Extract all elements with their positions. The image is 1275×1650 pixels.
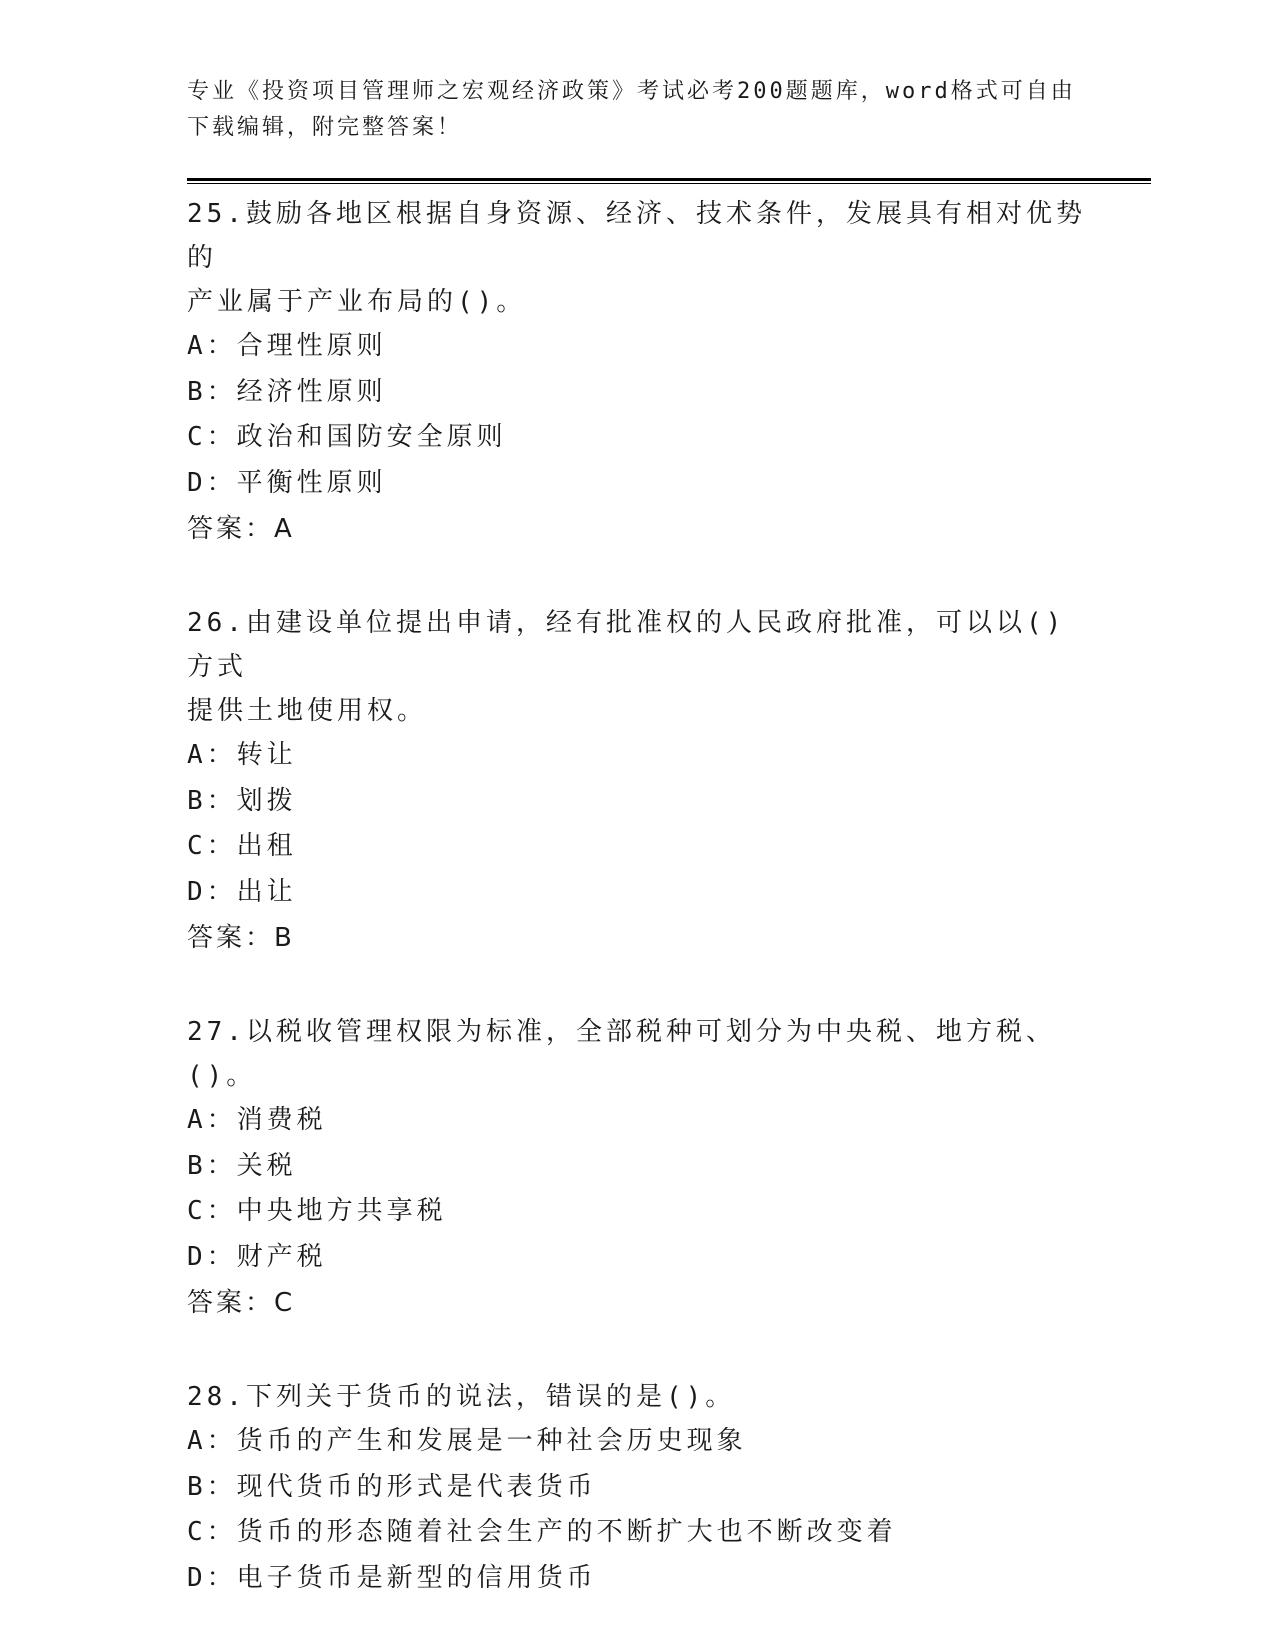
question-line: 产业属于产业布局的()。 (187, 287, 527, 317)
option-d: D：财产税 (187, 1241, 327, 1272)
option-a: A：货币的产生和发展是一种社会历史现象 (187, 1426, 747, 1456)
question-text (187, 1010, 1087, 1098)
question-text (187, 601, 1087, 733)
answer: 答案：A (187, 514, 295, 544)
question-text (187, 192, 1087, 324)
answer: 答案：B (187, 923, 295, 953)
option-d: D：平衡性原则 (187, 467, 387, 498)
question-line: 27.以税收管理权限为标准，全部税种可划分为中央税、地方税、()。 (187, 1017, 1056, 1091)
option-c: C：中央地方共享税 (187, 1196, 447, 1226)
question-list (187, 186, 1087, 1650)
question-line: 提供土地使用权。 (187, 696, 428, 726)
option-b: B：划拨 (187, 785, 297, 816)
document-header (187, 74, 1087, 146)
option-c: C：货币的形态随着社会生产的不断扩大也不断改变着 (187, 1517, 897, 1547)
option-c: C：政治和国防安全原则 (187, 422, 507, 452)
question-26 (187, 601, 1087, 961)
question-27 (187, 1010, 1087, 1326)
header-line-2: 下载编辑，附完整答案！ (187, 115, 463, 140)
option-c: C：出租 (187, 831, 297, 861)
question-line: 26.由建设单位提出申请，经有批准权的人民政府批准，可以以()方式 (187, 608, 1066, 682)
question-28 (187, 1375, 1087, 1601)
answer: 答案：C (187, 1288, 296, 1318)
option-d: D：出让 (187, 876, 297, 907)
question-line: 28.下列关于货币的说法，错误的是()。 (187, 1382, 736, 1412)
question-line: 25.鼓励各地区根据自身资源、经济、技术条件，发展具有相对优势的 (187, 199, 1086, 273)
option-d: D：电子货币是新型的信用货币 (187, 1562, 597, 1593)
header-divider-thin (187, 183, 1151, 184)
header-line-1: 专业《投资项目管理师之宏观经济政策》考试必考200题题库，word格式可自由 (187, 79, 1076, 104)
header-divider-thick (187, 178, 1151, 181)
option-a: A：合理性原则 (187, 331, 387, 361)
question-25 (187, 192, 1087, 552)
option-a: A：消费税 (187, 1105, 327, 1135)
option-b: B：关税 (187, 1150, 297, 1181)
question-text (187, 1375, 1087, 1419)
option-a: A：转让 (187, 740, 297, 770)
option-b: B：经济性原则 (187, 376, 387, 407)
option-b: B：现代货币的形式是代表货币 (187, 1471, 597, 1502)
